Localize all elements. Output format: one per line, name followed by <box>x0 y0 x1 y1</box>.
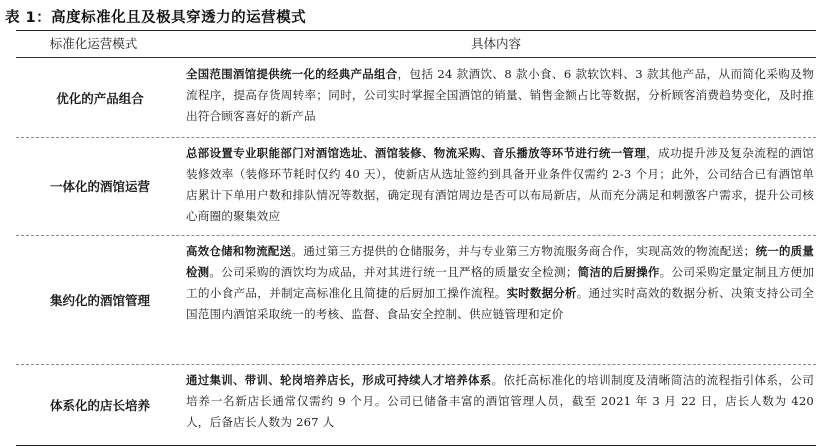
text-segment: ，成功提升涉及复杂流程的酒馆装修效率（装修环节耗时仅约 40 天），使新店从选址签约到具备开业条件仅需约 2-3 个月；此外，公司结合已有酒馆单店累计下单用户数和排队情况等数据，确定现有酒馆周边是否可以布局新店，从而充分满足和刺激客户需求，提升公司核心商圈的聚集效应 <box>186 146 814 223</box>
text-segment: 。依托高标准化的培训制度及清晰简洁的流程指引体系，公司培养一名新店长通常仅需约 9 个月。公司已储备丰富的酒馆管理人员，截至 2021 年 3 月 22 日，店长人数为 420 人，后备店长人数为 267 人 <box>186 373 815 429</box>
bold-text-segment: 全国范围酒馆提供统一化的经典产品组合 <box>186 67 398 81</box>
bottom-rule <box>16 445 816 446</box>
text-segment: 。通过实时高效的数据分析、决策支持公司全国范围内酒馆采取统一的考核、监督、食品安全控制、供应链管理和定价 <box>186 286 814 321</box>
row-content <box>186 241 814 325</box>
row-content <box>186 64 814 127</box>
table-row <box>16 58 816 137</box>
row-label: 优化的产品组合 <box>56 90 144 106</box>
bold-text-segment: 高效仓储和物流配送 <box>186 244 292 258</box>
header-mode: 标准化运营模式 <box>49 36 138 51</box>
bold-text-segment: 实时数据分析 <box>506 286 577 300</box>
table-row <box>16 137 816 235</box>
table-row <box>16 364 816 445</box>
text-segment: ，包括 24 款酒饮、8 款小食、6 款软饮料、3 款其他产品，从而简化采购及物流程序，提高存货周转率；同时，公司实时掌握全国酒馆的销量、销售金额占比等数据，分析顾客消费趋势变化，及时推出符合顾客喜好的新产品 <box>186 67 814 123</box>
top-rule <box>16 30 816 31</box>
table-header-row <box>16 34 816 56</box>
row-content <box>186 370 814 433</box>
header-content: 具体内容 <box>470 36 521 51</box>
row-content <box>186 143 814 227</box>
bold-text-segment: 通过集训、带训、轮岗培养店长，形成可持续人才培养体系 <box>186 373 492 387</box>
text-segment: 。公司采购定量定制且方便加工的小食产品，并制定高标准化且简捷的后厨加工操作流程。 <box>186 265 815 300</box>
bold-text-segment: 统一的质量检测 <box>186 244 814 279</box>
row-label: 一体化的酒馆运营 <box>49 179 150 194</box>
text-segment: 。公司采购的酒饮均为成品，并对其进行统一且严格的质量安全检测； <box>209 265 578 279</box>
text-segment: 。通过第三方提供的仓储服务，并与专业第三方物流服务商合作，实现高效的物流配送； <box>291 244 756 258</box>
bold-text-segment: 简洁的后厨操作 <box>577 265 660 279</box>
bold-text-segment: 总部设置专业职能部门对酒馆选址、酒馆装修、物流采购、音乐播放等环节进行统一管理 <box>186 146 647 160</box>
row-label: 集约化的酒馆管理 <box>49 292 150 308</box>
table-row <box>16 235 816 364</box>
table-title: 表 1：高度标准化且及极具穿透力的运营模式 <box>5 10 307 26</box>
row-label: 体系化的店长培养 <box>49 397 150 413</box>
